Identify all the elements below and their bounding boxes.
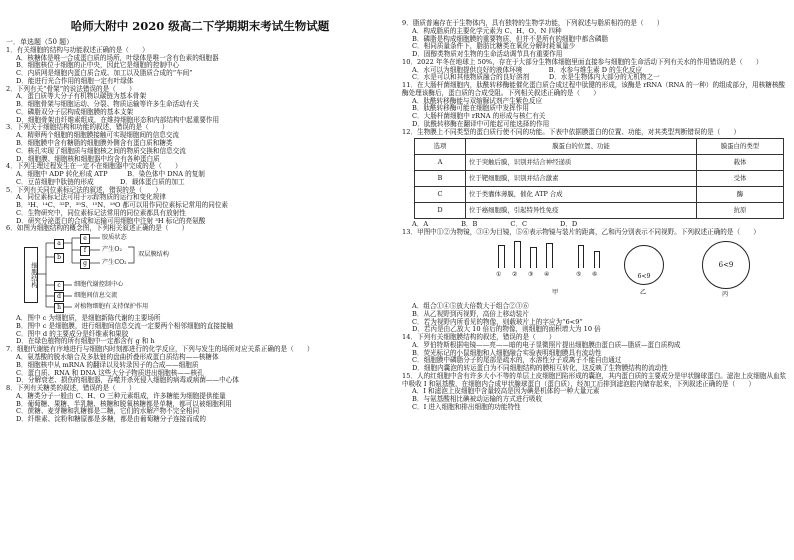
question-stem: 15．人的红细胞中含有许多大小不等的单层上皮细胞凹陷形成的囊泡，其内蛋白质的主要成分是甲状腺球蛋白。滤泡上皮细胞从血浆中吸收 I 和氨基酸，在细胞内合成甲状腺球蛋白（蛋白质），经加工后排到滤泡腔内储存起来，下列叙述正确的是（ ） — [402, 371, 787, 388]
answer-option: C．图中 d 的主要成分是纤维素和果胶 — [16, 329, 129, 338]
question — [6, 315, 394, 346]
question — [6, 187, 394, 226]
figure-label-jia: 甲 — [552, 289, 559, 297]
q12-answers: A．A B．B C．C D．D — [412, 220, 578, 229]
node-d: d — [54, 292, 64, 302]
answer-option: C．生物研究中，同位素标记法常用的同位素都具有放射性 — [16, 208, 186, 217]
question — [402, 303, 790, 334]
table-row — [415, 187, 784, 203]
cell-structure-diagram — [24, 235, 394, 313]
page-title: 哈师大附中 2020 级高二下学期期末考试生物试题 — [70, 19, 330, 33]
question-stem: 7．细胞代谢能有序地进行与细胞内时刻都进行的化学反应，下列与发生的场所对应关系正确的是（ ） — [6, 345, 314, 354]
question — [6, 225, 394, 233]
answer-option: A．同位素标记法可用于示踪物质的运行和变化规律 — [16, 193, 166, 202]
diagram-lines — [24, 235, 354, 313]
label-support: 对植物细胞有支持保护作用 — [74, 303, 149, 311]
question — [6, 86, 394, 125]
node-h: h — [54, 303, 64, 313]
answer-option: D．研究分泌蛋白的合成和运输可用细胞中注射 ³H 标记的亮氨酸 — [16, 216, 206, 225]
node-g: g — [80, 259, 90, 269]
answer-option: C．豆苗细胞中肽链的形成 D．载体蛋白质的加工 — [16, 177, 185, 186]
tube-label-1: ① — [496, 271, 502, 279]
answer-option: B．荧光标记的小鼠细胞和人细胞融合实验表明细胞膜具有流动性 — [412, 348, 602, 357]
question-stem: 5．下列有关同位素标记法的叙述，错误的是（ ） — [6, 185, 162, 194]
table-cell: 位于癌细胞膜，引起特异性免疫 — [466, 203, 697, 219]
answer-option: B．磷脂是构成细胞膜的重要物质，但并不是所有的细胞中都含磷脂 — [412, 34, 609, 43]
label-colloid: 胶质状态 — [102, 234, 127, 242]
question-stem: 8．下列有关糖类的叙述，错误的是（ ） — [6, 384, 136, 393]
table-row — [415, 155, 784, 171]
answer-option: C．蔗糖、麦芽糖和乳糖都是二糖，它们的水解产物不完全相同 — [16, 407, 200, 416]
question — [402, 334, 790, 373]
view-yi: 6<9 — [624, 245, 664, 285]
section-heading: 一．单选题（50 题） — [6, 37, 74, 46]
question-stem: 6．如图为细胞结构的概念图，下列相关叙述正确的是（ ） — [6, 224, 189, 233]
microscope-figure — [402, 239, 790, 301]
answer-option: C．I 进入细胞和排出细胞的功能特性 — [412, 402, 521, 411]
node-f: f — [80, 246, 90, 256]
answer-option: A．I 和滤泡上皮细胞中含量较高是因为碘是机体的一种大量元素 — [412, 387, 600, 396]
answer-option: A．组合①④⑤放大倍数大于组合②③⑥ — [412, 302, 529, 311]
question — [402, 82, 790, 129]
answer-option: B．细胞膜中含有糖脂的细胞膜外侧含有蛋白质和糖类 — [16, 139, 173, 147]
distance-5 — [578, 245, 584, 268]
table-header: 膜蛋白的类型 — [697, 139, 784, 155]
question-stem: 12．生物膜上不同类型的蛋白质行使不同的功能。下表中依据膜蛋白的位置、功能，对其类型判断错误的是（ ） — [402, 127, 741, 136]
table-header: 膜蛋白的位置、功能 — [466, 139, 697, 155]
answer-option: B．肽酰转移酶可能在细胞质中发挥作用 — [412, 104, 529, 113]
answer-option: C．大肠杆菌细胞中 rRNA 的形成与核仁有关 — [412, 112, 546, 121]
tube-label-6: ⑥ — [592, 271, 598, 279]
answer-option: D．细胞骨架由纤维素组成，在维持细胞形态和内部结构中起重要作用 — [16, 115, 220, 124]
table-cell: 受体 — [697, 171, 784, 187]
question-stem: 1．有关细胞的结构与功能叙述正确的是（ ） — [6, 45, 149, 54]
right-column — [402, 0, 790, 412]
answer-option: B．³H、¹⁴C、³²P、³⁵S、¹⁵N、¹⁸O 都可以用作同位素标记常用的同位素 — [16, 201, 229, 210]
membrane-protein-table — [414, 138, 784, 219]
objective-tube-2 — [514, 241, 521, 268]
answer-option: C．蛋白质、RNA 和 DNA 这些大分子物质进出细胞核——核孔 — [16, 368, 204, 377]
answer-option: A．细胞中 ADP 转化形成 ATP B．染色体中 DNA 的复制 — [16, 170, 205, 179]
answer-option: D．能进行光合作用的细胞一定有叶绿体 — [16, 76, 134, 85]
question-stem: 9．脂质普遍存在于生物体内，具有独特的生物学功能，下列叙述与脂质相符的是（ ） — [402, 19, 664, 27]
question — [6, 163, 394, 186]
answer-option: B．细胞核中从 mRNA 的翻译以及转录因子的合成——细胞质 — [16, 360, 199, 369]
tube-label-4: ④ — [544, 271, 550, 279]
answer-option: A．糖类分子一般由 C、H、O 三种元素组成，许多糖能为细胞提供能量 — [16, 391, 226, 400]
table-cell: 位于靶细胞膜，识别并结合激素 — [466, 171, 697, 187]
answer-option: B．图中 c 是细胞膜，进行细胞间信息交流一定要两个相邻细胞的直接接触 — [16, 321, 234, 330]
question — [6, 385, 394, 424]
node-a: a — [54, 239, 64, 249]
q13-stem: 13．甲图中①②为物镜，③④为目镜，⑤⑥表示物镜与装片的距离，乙和丙分别表示不同视野。下列叙述正确的是（ ） — [402, 228, 760, 237]
tube-label-5: ⑤ — [576, 271, 582, 279]
answer-option: A．氨基酸的脱水缩合及多肽链的盘曲折叠形成蛋白质结构——核糖体 — [16, 353, 219, 362]
answer-option: D．肽酰转移酶在翻译中可能起可能选择的作用 — [412, 119, 550, 128]
answer-option: A．核糖体是唯一合成蛋白质的场所，叶绿体是唯一含有色素的细胞器 — [16, 53, 219, 62]
answer-option: D．细胞内囊泡的转运蛋白为不同细胞结构的膜相互转化，这反映了生物膜结构的流动性 — [412, 364, 668, 373]
node-c: c — [54, 281, 64, 291]
answer-option: C．磷脂双分子层构成细胞膜的基本支架 — [16, 107, 134, 116]
table-cell: 位于类囊体薄膜，催化 ATP 合成 — [466, 187, 697, 203]
question-stem: 14．下列有关细胞膜结构的叙述，错误的是（ ） — [402, 333, 556, 342]
answer-option: C．内质网是细胞内蛋白质合成、加工以及脂质合成的“车间” — [16, 69, 193, 78]
label-double-membrane: 双层膜结构 — [138, 251, 169, 259]
table-header: 选项 — [415, 139, 466, 155]
node-b: b — [54, 253, 64, 263]
table-cell: 抗原 — [697, 203, 784, 219]
question-stem: 11．在大肠杆菌细胞内，肽酰转移酶能催化蛋白质合成过程中肽键的形成，该酶是 rRNA（RNA 的一种）的组成部分，用核糖核酸酶处理该酶后，蛋白质的合成受阻。下列相关叙述正确的是（ ） — [402, 81, 786, 97]
question-stem: 3．下列关于细胞结构和功能的叙述，错误的是（ ） — [6, 123, 169, 132]
table-cell: A — [415, 155, 466, 171]
figure-label-yi: 乙 — [640, 289, 647, 297]
table-cell: C — [415, 187, 466, 203]
answer-option: C．若为视野内所看见的物像，则载玻片上的字应为“6<9” — [412, 317, 583, 326]
eyepiece-tube-4 — [546, 243, 553, 268]
answer-option: A．精卵两个细胞的细胞膜接触可实现细胞间的信息交流 — [16, 131, 180, 140]
table-row — [415, 171, 784, 187]
answer-option: A．罗伯特斯根据电镜——亮——暗的电子显微照片提出细胞膜由蛋白质—脂质—蛋白质构成 — [412, 340, 681, 349]
answer-option: D．细胞膜、细胞核和细胞器中均含有各种蛋白质 — [16, 154, 160, 163]
question — [6, 47, 394, 86]
diagram-root-box: 细胞结构 — [24, 247, 38, 303]
answer-option: A．构成脂质的主要化学元素为 C、H、O、N 四种 — [412, 26, 562, 35]
tube-label-2: ② — [512, 271, 518, 279]
question — [402, 373, 790, 412]
table-cell: 酶 — [697, 187, 784, 203]
answer-option: A．图中 c 为细胞质，是细胞新陈代谢的主要场所 — [16, 314, 161, 323]
view-bing: 6<9 — [702, 241, 750, 289]
node-e: e — [80, 234, 90, 244]
answer-option: A．蛋白质等大分子有机物以碳链为基本骨架 — [16, 92, 147, 101]
label-co2: 产生CO₂ — [102, 259, 127, 267]
answer-option: C．相同质量条件下，脂肪比糖类在氧化分解时耗氧量少 — [412, 42, 576, 51]
answer-option: D．若丙是由乙放大 10 倍后的物像，则细胞的面积增大为 10 倍 — [412, 325, 601, 334]
table-cell: 载体 — [697, 155, 784, 171]
answer-option: D．分解衰老、损伤的细胞器，吞噬并杀死侵入细胞的病毒或病菌——中心体 — [16, 376, 239, 385]
question — [6, 124, 394, 163]
table-cell: 位于突触后膜，识别并结合神经递质 — [466, 155, 697, 171]
label-control-center: 细胞代谢控制中心 — [74, 281, 124, 289]
left-column — [6, 0, 394, 424]
answer-option: B．葡萄糖、果糖、半乳糖、核糖和脱氧核糖都是单糖，都可以被细胞利用 — [16, 399, 232, 408]
label-signal: 细胞间信息交流 — [74, 292, 118, 300]
answer-option: D．纤维素、淀粉和糖原都是多糖，都是由葡萄糖分子连接而成的 — [16, 415, 206, 424]
answer-option: B．与氨基酸相比碘被动运输的方式进行吸收 — [412, 395, 543, 404]
answer-option: D．固醇类物质对生物的生命活动调节具有重要作用 — [412, 50, 563, 59]
answer-option: A．水可以为细胞提供良好的液体环境 B．水参与维生素 D 的生化反应 — [412, 65, 643, 74]
answer-option: B．细胞骨架与细胞运动、分裂、物质运输等许多生命活动有关 — [16, 100, 199, 109]
objective-tube-1 — [498, 245, 505, 268]
figure-label-bing: 丙 — [722, 291, 729, 299]
answer-option: D．在绿色植物的所有细胞中一定都含有 g 和 h — [16, 337, 155, 346]
tube-label-3: ③ — [528, 271, 534, 279]
question — [6, 346, 394, 385]
question — [402, 129, 790, 137]
answer-option: B．从乙视野到丙视野，高倍上移动装片 — [412, 309, 529, 318]
table-cell: D — [415, 203, 466, 219]
answer-option: C．水是可以和其他物质融合的良好溶剂 D．水是生物体内大部分的无机物之一 — [412, 73, 660, 82]
question — [402, 59, 790, 82]
answer-option: A．肽酰转移酶能与双缩脲试剂产生紫色反应 — [412, 96, 543, 105]
table-cell: B — [415, 171, 466, 187]
question-stem: 2．下列有关“骨架”的说法错误的是（ ） — [6, 84, 136, 93]
eyepiece-tube-3 — [530, 247, 537, 268]
question-stem: 10．2022 年冬在地球上 50%，存在于大部分生物体细胞里面直接参与细胞的生命活动下列有关水的作用错误的是（ ） — [402, 57, 763, 66]
question — [402, 20, 790, 59]
table-header-row — [415, 139, 784, 155]
distance-6 — [594, 251, 600, 268]
label-o2: 产生O₂ — [102, 246, 122, 254]
answer-option: B．细胞核位于细胞的正中央，因此它是细胞的控制中心 — [16, 61, 180, 70]
answer-option: C．核孔实现了细胞质与细胞核之间的物质交换和信息交流 — [16, 146, 186, 155]
question-stem: 4．下列生理过程发生在一定不在细胞器中完成的是（ ） — [6, 162, 182, 171]
answer-option: C．细胞膜中磷脂分子的尾部是疏水的，水溶性分子或离子不能自由通过 — [412, 356, 622, 365]
table-row — [415, 203, 784, 219]
